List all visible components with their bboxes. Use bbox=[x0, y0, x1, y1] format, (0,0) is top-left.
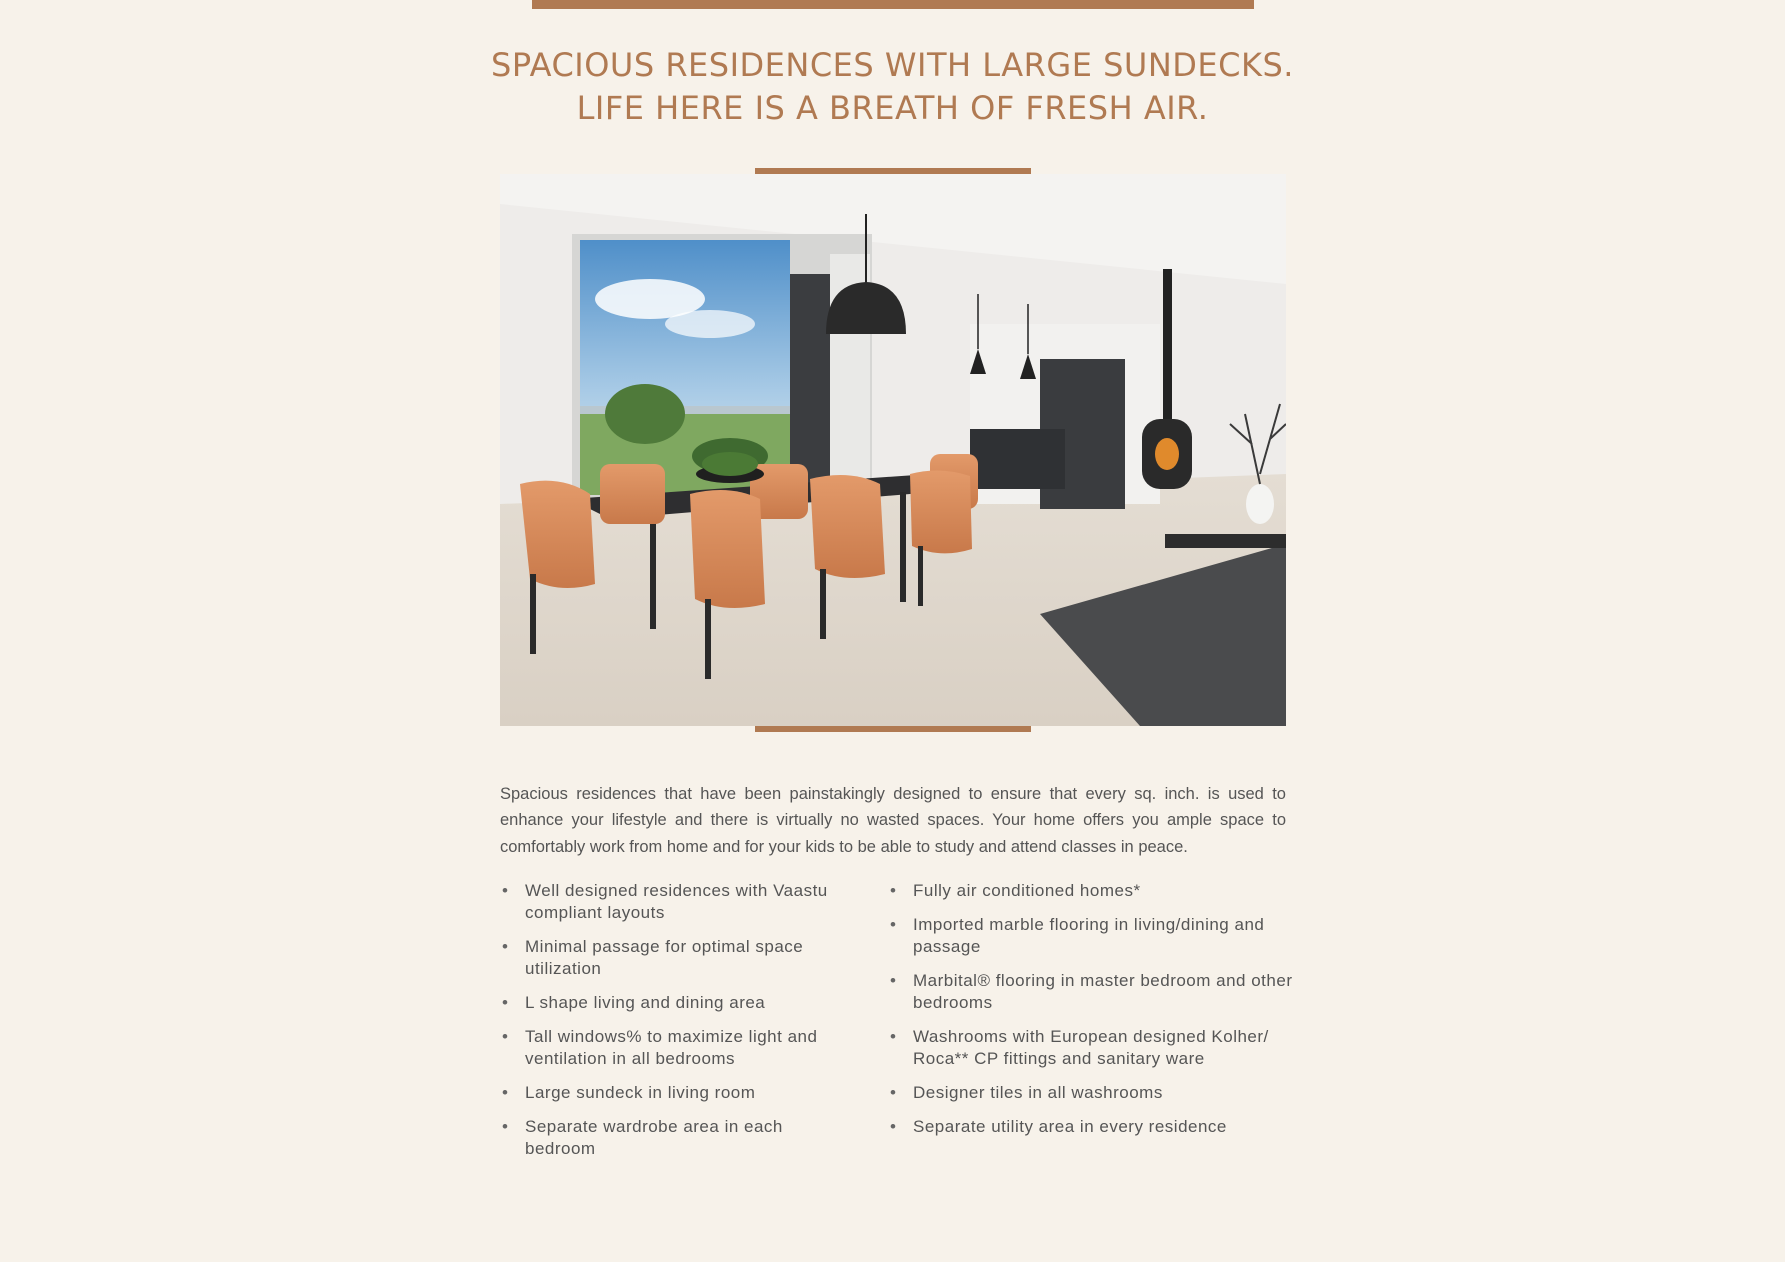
list-item: • Separate utility area in every residence bbox=[888, 1116, 1298, 1138]
list-item: • Large sundeck in living room bbox=[500, 1082, 830, 1104]
image-bottom-rule bbox=[755, 726, 1031, 732]
list-item: • Fully air conditioned homes* bbox=[888, 880, 1298, 902]
list-item: • Tall windows% to maximize light and ventilation in all bedrooms bbox=[500, 1026, 830, 1070]
list-item: • Designer tiles in all washrooms bbox=[888, 1082, 1298, 1104]
intro-paragraph: Spacious residences that have been painstakingly designed to ensure that every sq. inch. is used to enhance your lifestyle and there is virtually no wasted spaces. Your home offers you ample space to comfortably work from home and for your kids to be able to study and attend classes in peace. bbox=[500, 784, 1286, 856]
list-item: • Imported marble flooring in living/dining and passage bbox=[888, 914, 1298, 958]
features-list-left bbox=[500, 880, 830, 1172]
features-list-right bbox=[888, 880, 1298, 1150]
top-accent-bar bbox=[532, 0, 1254, 9]
list-item: • Washrooms with European designed Kolher/ Roca** CP fittings and sanitary ware bbox=[888, 1026, 1298, 1070]
list-item: • Marbital® flooring in master bedroom and other bedrooms bbox=[888, 970, 1298, 1014]
list-item: • L shape living and dining area bbox=[500, 992, 830, 1014]
list-item: • Well designed residences with Vaastu compliant layouts bbox=[500, 880, 830, 924]
dining-room-photo bbox=[500, 174, 1286, 726]
list-item: • Minimal passage for optimal space utilization bbox=[500, 936, 830, 980]
headline-line-1: SPACIOUS RESIDENCES WITH LARGE SUNDECKS. bbox=[491, 46, 1294, 84]
list-item: • Separate wardrobe area in each bedroom bbox=[500, 1116, 830, 1160]
page-headline bbox=[0, 44, 1785, 130]
headline-line-2: LIFE HERE IS A BREATH OF FRESH AIR. bbox=[576, 89, 1209, 127]
